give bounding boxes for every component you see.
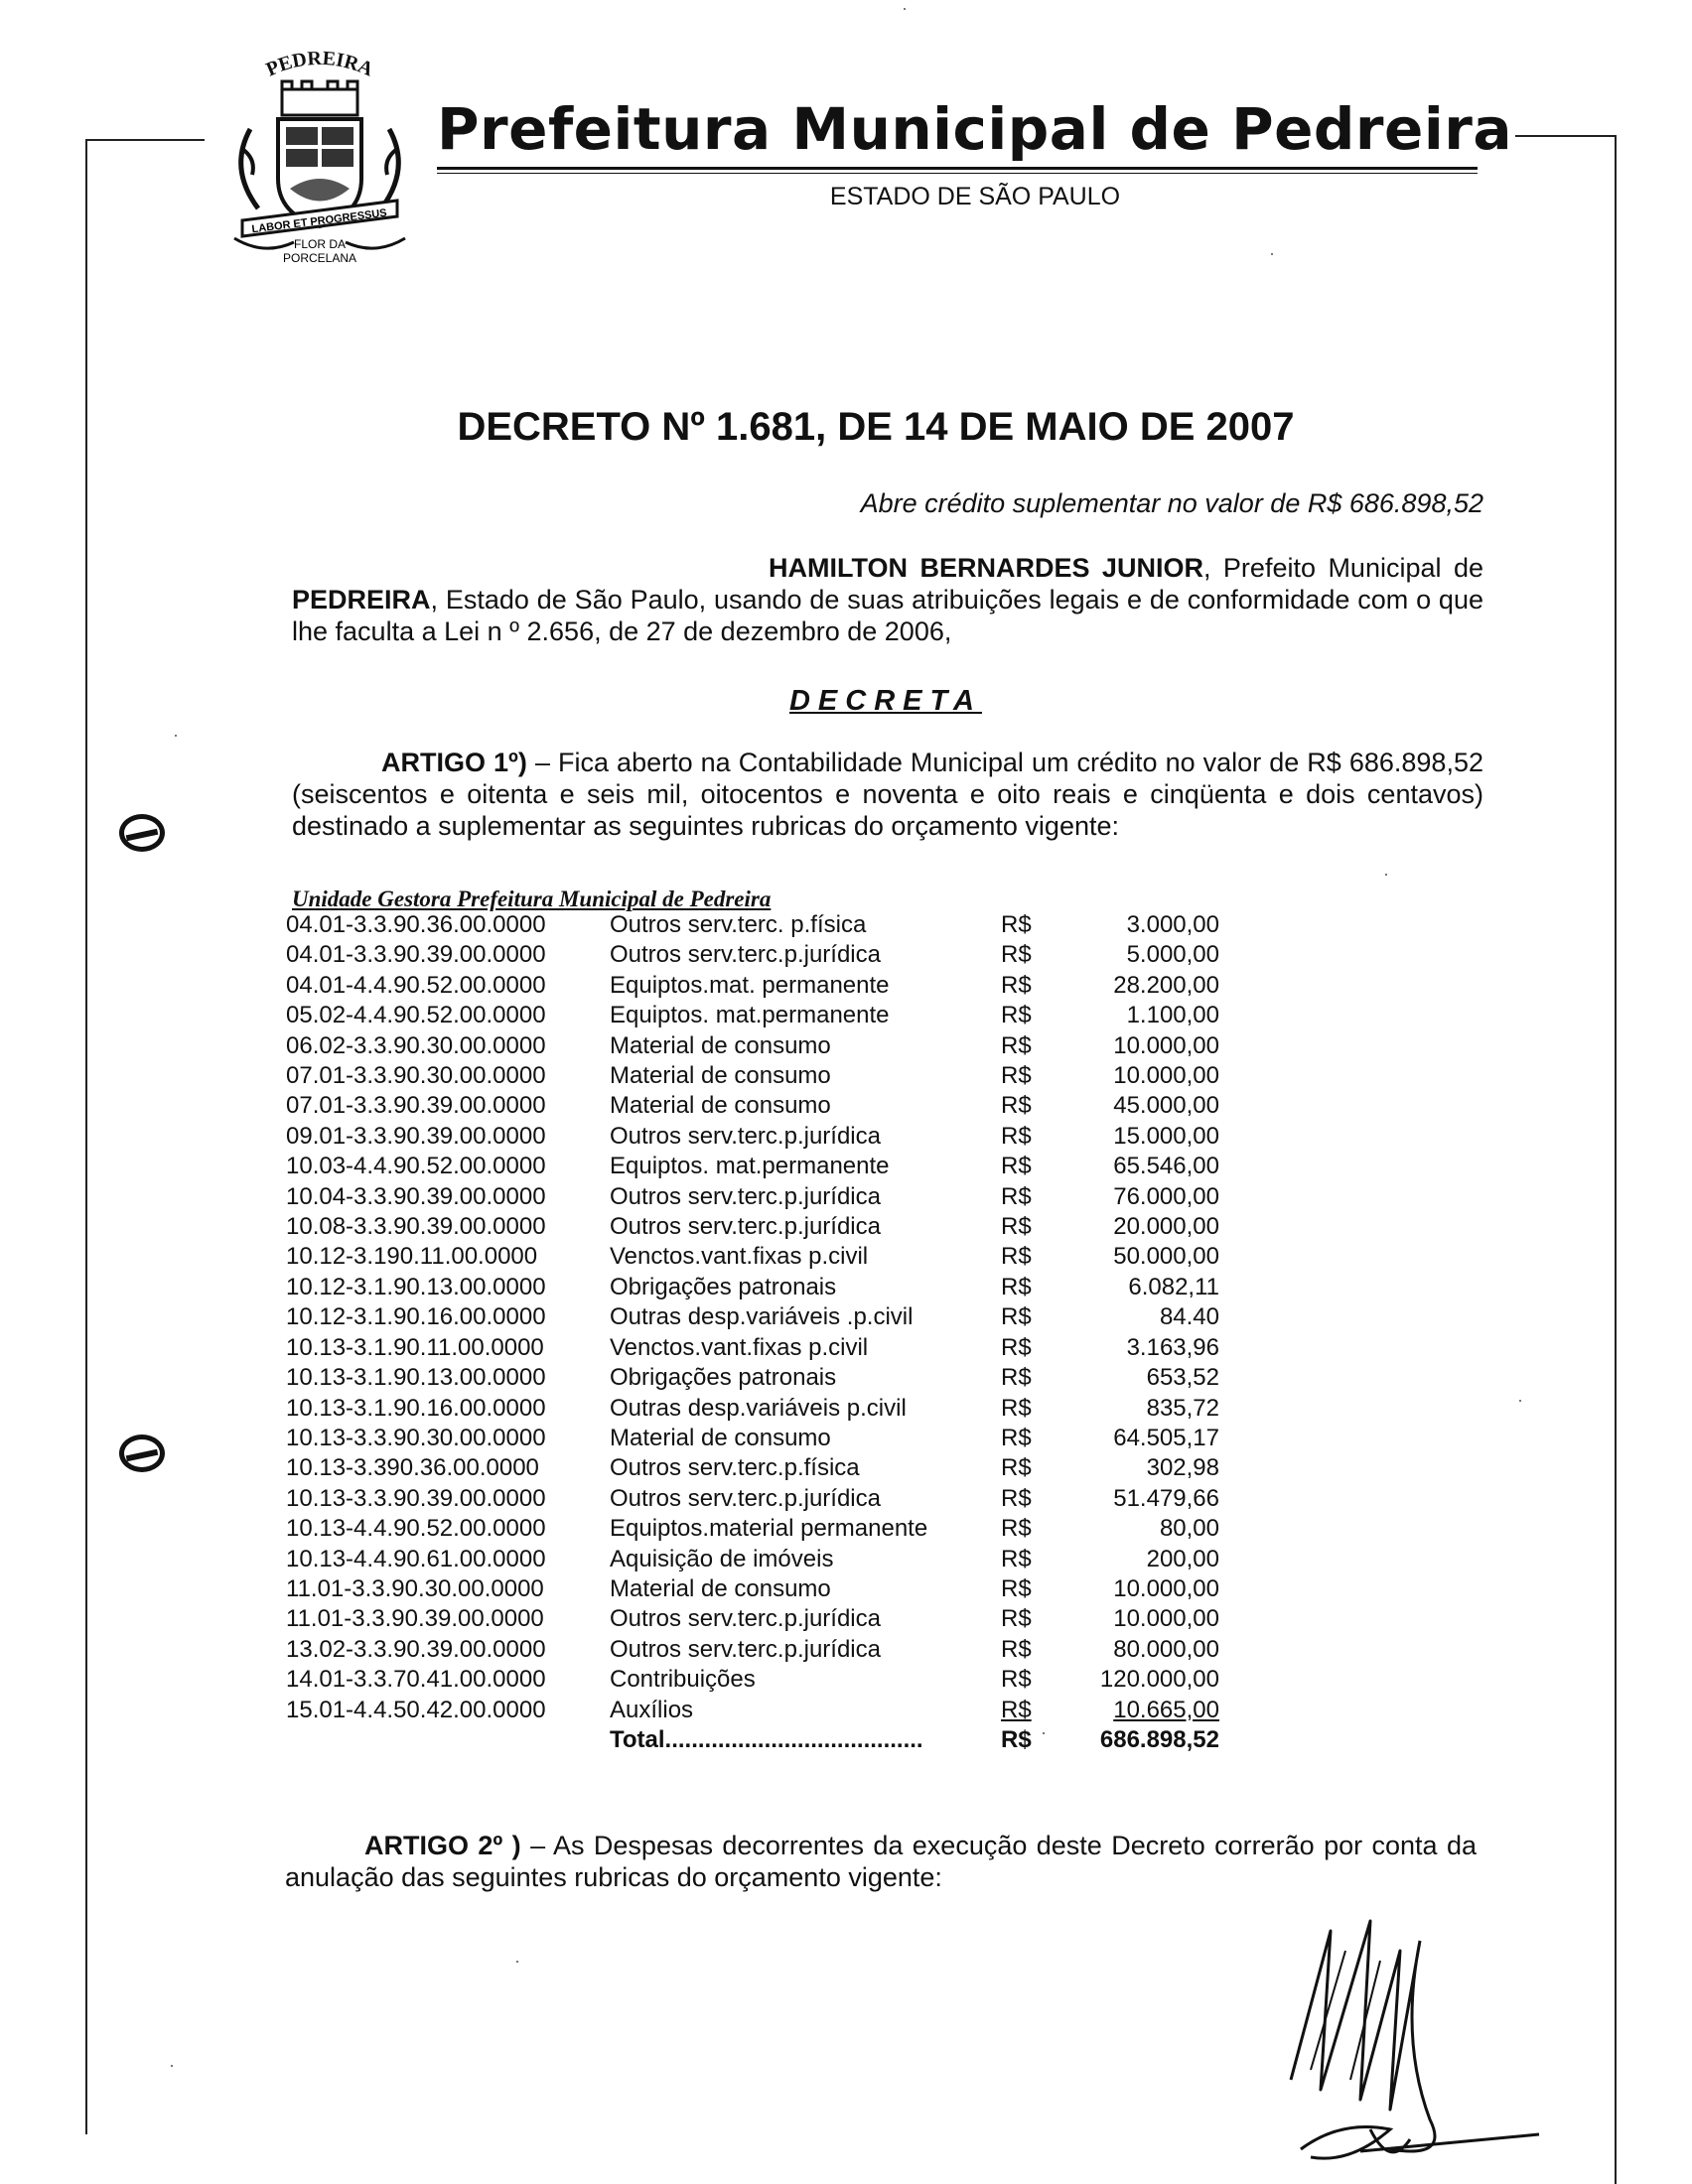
title-rule-thin [437, 173, 1478, 174]
rubric-description: Outros serv.terc.p.jurídica [610, 1635, 881, 1663]
total-value: 686.898,52 [1099, 1725, 1219, 1753]
amount: 10.000,00 [1113, 1062, 1219, 1090]
rubric-description: Equiptos.material permanente [610, 1515, 928, 1543]
crest-caption-1: FLOR DA [293, 237, 347, 251]
margin-punch-mark-icon [119, 1434, 165, 1472]
amount: 51.479,66 [1113, 1484, 1219, 1512]
scan-speck [1519, 1400, 1521, 1402]
amount: 1.100,00 [1126, 1002, 1219, 1029]
total-label: Total....................................... [610, 1725, 923, 1753]
currency: R$ [1001, 1394, 1032, 1422]
rubric-code: 10.13-3.1.90.13.00.0000 [286, 1364, 546, 1392]
rubric-description: Outros serv.terc.p.jurídica [610, 941, 881, 969]
table-row [286, 1091, 1219, 1121]
decree-title: DECRETO Nº 1.681, DE 14 DE MAIO DE 2007 [457, 405, 1295, 449]
scan-speck [516, 1961, 518, 1963]
amount: 45.000,00 [1113, 1092, 1219, 1120]
crest-ribbon: LABOR ET PROGRESSUS [250, 206, 388, 236]
article-1-text: – Fica aberto na Contabilidade Municipal um crédito no valor de R$ 686.898,52 (seiscentos e oitenta e seis mil, oitocentos e noventa e oito reais e cinqüenta e dois centavos) destinado a suplementar as seguintes rubricas do orçamento vigente: [292, 748, 1483, 841]
rubric-description: Equiptos. mat.permanente [610, 1002, 890, 1029]
unit-heading: Unidade Gestora Prefeitura Municipal de Pedreira [292, 887, 772, 911]
table-row [286, 1212, 1219, 1242]
rubric-description: Outros serv.terc.p.jurídica [610, 1182, 881, 1210]
rubric-code: 10.08-3.3.90.39.00.0000 [286, 1213, 546, 1241]
rubric-description: Obrigações patronais [610, 1364, 837, 1392]
currency: R$ [1001, 1424, 1032, 1451]
currency: R$ [1001, 1696, 1032, 1723]
rubric-description: Outros serv.terc.p.jurídica [610, 1484, 881, 1512]
table-row [286, 1001, 1219, 1030]
table-row [286, 1363, 1219, 1393]
currency: R$ [1001, 1092, 1032, 1120]
table-row [286, 1122, 1219, 1152]
currency: R$ [1001, 1333, 1032, 1361]
rubric-code: 05.02-4.4.90.52.00.0000 [286, 1002, 546, 1029]
crest-caption-2: PORCELANA [282, 251, 357, 265]
rubric-code: 13.02-3.3.90.39.00.0000 [286, 1635, 546, 1663]
amount: 10.000,00 [1113, 1574, 1219, 1602]
currency: R$ [1001, 1243, 1032, 1271]
currency: R$ [1001, 1484, 1032, 1512]
currency: R$ [1001, 1454, 1032, 1482]
rubric-description: Equiptos.mat. permanente [610, 971, 890, 999]
table-row [286, 1061, 1219, 1091]
currency: R$ [1001, 1635, 1032, 1663]
scan-speck [1385, 874, 1387, 876]
rubric-description: Venctos.vant.fixas p.civil [610, 1333, 869, 1361]
rubric-description: Outras desp.variáveis p.civil [610, 1394, 907, 1422]
rubric-code: 04.01-4.4.90.52.00.0000 [286, 971, 546, 999]
table-row [286, 1273, 1219, 1302]
amount: 84.40 [1159, 1303, 1219, 1331]
rubric-code: 10.03-4.4.90.52.00.0000 [286, 1153, 546, 1180]
table-row [286, 1424, 1219, 1453]
table-row [286, 1545, 1219, 1574]
table-row [286, 1665, 1219, 1695]
table-row [286, 1696, 1219, 1725]
rubric-description: Outros serv.terc.p.jurídica [610, 1122, 881, 1150]
currency: R$ [1001, 1122, 1032, 1150]
table-row [286, 1635, 1219, 1665]
mayor-name: HAMILTON BERNARDES JUNIOR [769, 553, 1203, 583]
organization-title: Prefeitura Municipal de Pedreira [437, 95, 1512, 163]
currency: R$ [1001, 971, 1032, 999]
amount: 3.163,96 [1126, 1333, 1219, 1361]
amount: 50.000,00 [1113, 1243, 1219, 1271]
rubric-description: Material de consumo [610, 1424, 831, 1451]
table-row [286, 1453, 1219, 1483]
rubric-code: 10.13-4.4.90.52.00.0000 [286, 1515, 546, 1543]
rubric-description: Material de consumo [610, 1031, 831, 1059]
amount: 64.505,17 [1113, 1424, 1219, 1451]
table-row [286, 1514, 1219, 1544]
rubric-description: Outros serv.terc. p.física [610, 911, 867, 938]
scan-speck [1271, 253, 1273, 255]
scan-speck [175, 735, 177, 737]
rubric-code: 10.13-3.3.90.30.00.0000 [286, 1424, 546, 1451]
amount: 20.000,00 [1113, 1213, 1219, 1241]
municipal-crest-icon [220, 40, 419, 273]
currency: R$ [1001, 1574, 1032, 1602]
amount: 10.000,00 [1113, 1031, 1219, 1059]
rubric-code: 11.01-3.3.90.30.00.0000 [286, 1574, 544, 1602]
currency: R$ [1001, 1666, 1032, 1694]
article-2-paragraph [285, 1830, 1477, 1893]
currency: R$ [1001, 1545, 1032, 1572]
article-1-label: ARTIGO 1º) [381, 748, 527, 777]
table-row [286, 910, 1219, 940]
currency: R$ [1001, 1273, 1032, 1300]
organization-state: ESTADO DE SÃO PAULO [829, 183, 1121, 210]
amount: 28.200,00 [1113, 971, 1219, 999]
rubric-code: 14.01-3.3.70.41.00.0000 [286, 1666, 546, 1694]
rubric-description: Venctos.vant.fixas p.civil [610, 1243, 869, 1271]
rubric-code: 07.01-3.3.90.30.00.0000 [286, 1062, 546, 1090]
table-row [286, 1242, 1219, 1272]
currency: R$ [1001, 941, 1032, 969]
rubric-code: 09.01-3.3.90.39.00.0000 [286, 1122, 546, 1150]
currency: R$ [1001, 1515, 1032, 1543]
rubric-description: Outros serv.terc.p.física [610, 1454, 860, 1482]
rubric-code: 10.13-3.3.90.39.00.0000 [286, 1484, 546, 1512]
rubric-code: 04.01-3.3.90.39.00.0000 [286, 941, 546, 969]
header-frame-right-hline [1515, 135, 1615, 137]
rubric-code: 07.01-3.3.90.39.00.0000 [286, 1092, 546, 1120]
budget-table [286, 910, 1219, 1755]
table-row [286, 1333, 1219, 1363]
preamble-text-2: , Estado de São Paulo, usando de suas atribuições legais e de conformidade com o que lhe faculta a Lei n º 2.656, de 27 de dezembro de 2006, [292, 585, 1483, 646]
scan-speck [1043, 1732, 1045, 1734]
scan-speck [171, 2065, 173, 2067]
scan-speck [904, 8, 906, 10]
table-row [286, 1031, 1219, 1061]
amount: 835,72 [1146, 1394, 1219, 1422]
table-row [286, 1302, 1219, 1332]
city-name: PEDREIRA [292, 585, 431, 614]
rubric-code: 11.01-3.3.90.39.00.0000 [286, 1605, 544, 1633]
rubric-description: Auxílios [610, 1696, 694, 1723]
table-row [286, 1394, 1219, 1424]
currency: R$ [1001, 1213, 1032, 1241]
amount: 15.000,00 [1113, 1122, 1219, 1150]
currency: R$ [1001, 1605, 1032, 1633]
rubric-description: Material de consumo [610, 1062, 831, 1090]
table-row [286, 1152, 1219, 1181]
rubric-code: 10.12-3.1.90.16.00.0000 [286, 1303, 546, 1331]
rubric-code: 10.13-3.1.90.16.00.0000 [286, 1394, 546, 1422]
amount: 302,98 [1146, 1454, 1219, 1482]
currency: R$ [1001, 1303, 1032, 1331]
table-row [286, 1484, 1219, 1514]
margin-punch-mark-icon [119, 814, 165, 852]
currency: R$ [1001, 1182, 1032, 1210]
currency: R$ [1001, 1364, 1032, 1392]
amount: 76.000,00 [1113, 1182, 1219, 1210]
header-frame-left-hline [85, 139, 205, 141]
preamble-text-1: , Prefeito Municipal de [1202, 553, 1483, 583]
handwritten-signature-icon [1251, 1891, 1549, 2179]
rubric-code: 10.13-4.4.90.61.00.0000 [286, 1545, 546, 1572]
amount: 10.665,00 [1113, 1696, 1219, 1723]
rubric-code: 10.13-3.390.36.00.0000 [286, 1454, 539, 1482]
rubric-code: 10.12-3.1.90.13.00.0000 [286, 1273, 546, 1300]
amount: 6.082,11 [1128, 1273, 1219, 1300]
amount: 5.000,00 [1126, 941, 1219, 969]
rubric-description: Aquisição de imóveis [610, 1545, 834, 1572]
decree-ementa: Abre crédito suplementar no valor de R$ 686.898,52 [860, 488, 1483, 518]
rubric-code: 04.01-3.3.90.36.00.0000 [286, 911, 546, 938]
amount: 653,52 [1146, 1364, 1219, 1392]
decreta-heading: DECRETA [788, 685, 983, 717]
rubric-code: 15.01-4.4.50.42.00.0000 [286, 1696, 546, 1723]
total-row [286, 1725, 1219, 1755]
amount: 200,00 [1146, 1545, 1219, 1572]
currency: R$ [1001, 1062, 1032, 1090]
rubric-description: Outros serv.terc.p.jurídica [610, 1213, 881, 1241]
rubric-code: 10.04-3.3.90.39.00.0000 [286, 1182, 546, 1210]
amount: 65.546,00 [1113, 1153, 1219, 1180]
title-rule-thick [437, 167, 1478, 170]
table-row [286, 1182, 1219, 1212]
amount: 10.000,00 [1113, 1605, 1219, 1633]
table-row [286, 1604, 1219, 1634]
crest-motto-top: PEDREIRA [262, 47, 376, 81]
article-1-paragraph [292, 747, 1483, 842]
rubric-code: 10.12-3.190.11.00.0000 [286, 1243, 538, 1271]
currency: R$ [1001, 1002, 1032, 1029]
amount: 120.000,00 [1099, 1666, 1219, 1694]
amount: 80,00 [1159, 1515, 1219, 1543]
table-row [286, 1574, 1219, 1604]
rubric-description: Outros serv.terc.p.jurídica [610, 1605, 881, 1633]
amount: 3.000,00 [1126, 911, 1219, 938]
rubric-description: Contribuições [610, 1666, 756, 1694]
total-currency: R$ [1001, 1725, 1032, 1753]
svg-text:PEDREIRA [263, 48, 377, 81]
currency: R$ [1001, 1153, 1032, 1180]
rubric-code: 10.13-3.1.90.11.00.0000 [286, 1333, 544, 1361]
rubric-description: Obrigações patronais [610, 1273, 837, 1300]
amount: 80.000,00 [1113, 1635, 1219, 1663]
rubric-description: Equiptos. mat.permanente [610, 1153, 890, 1180]
table-row [286, 971, 1219, 1001]
preamble-paragraph [292, 552, 1483, 647]
article-2-label: ARTIGO 2º ) [364, 1831, 521, 1860]
currency: R$ [1001, 911, 1032, 938]
currency: R$ [1001, 1031, 1032, 1059]
rubric-description: Outras desp.variáveis .p.civil [610, 1303, 914, 1331]
article-2-text: – As Despesas decorrentes da execução deste Decreto correrão por conta da anulação das seguintes rubricas do orçamento vigente: [285, 1831, 1477, 1892]
rubric-description: Material de consumo [610, 1092, 831, 1120]
table-row [286, 940, 1219, 970]
rubric-description: Material de consumo [610, 1574, 831, 1602]
rubric-code: 06.02-3.3.90.30.00.0000 [286, 1031, 546, 1059]
